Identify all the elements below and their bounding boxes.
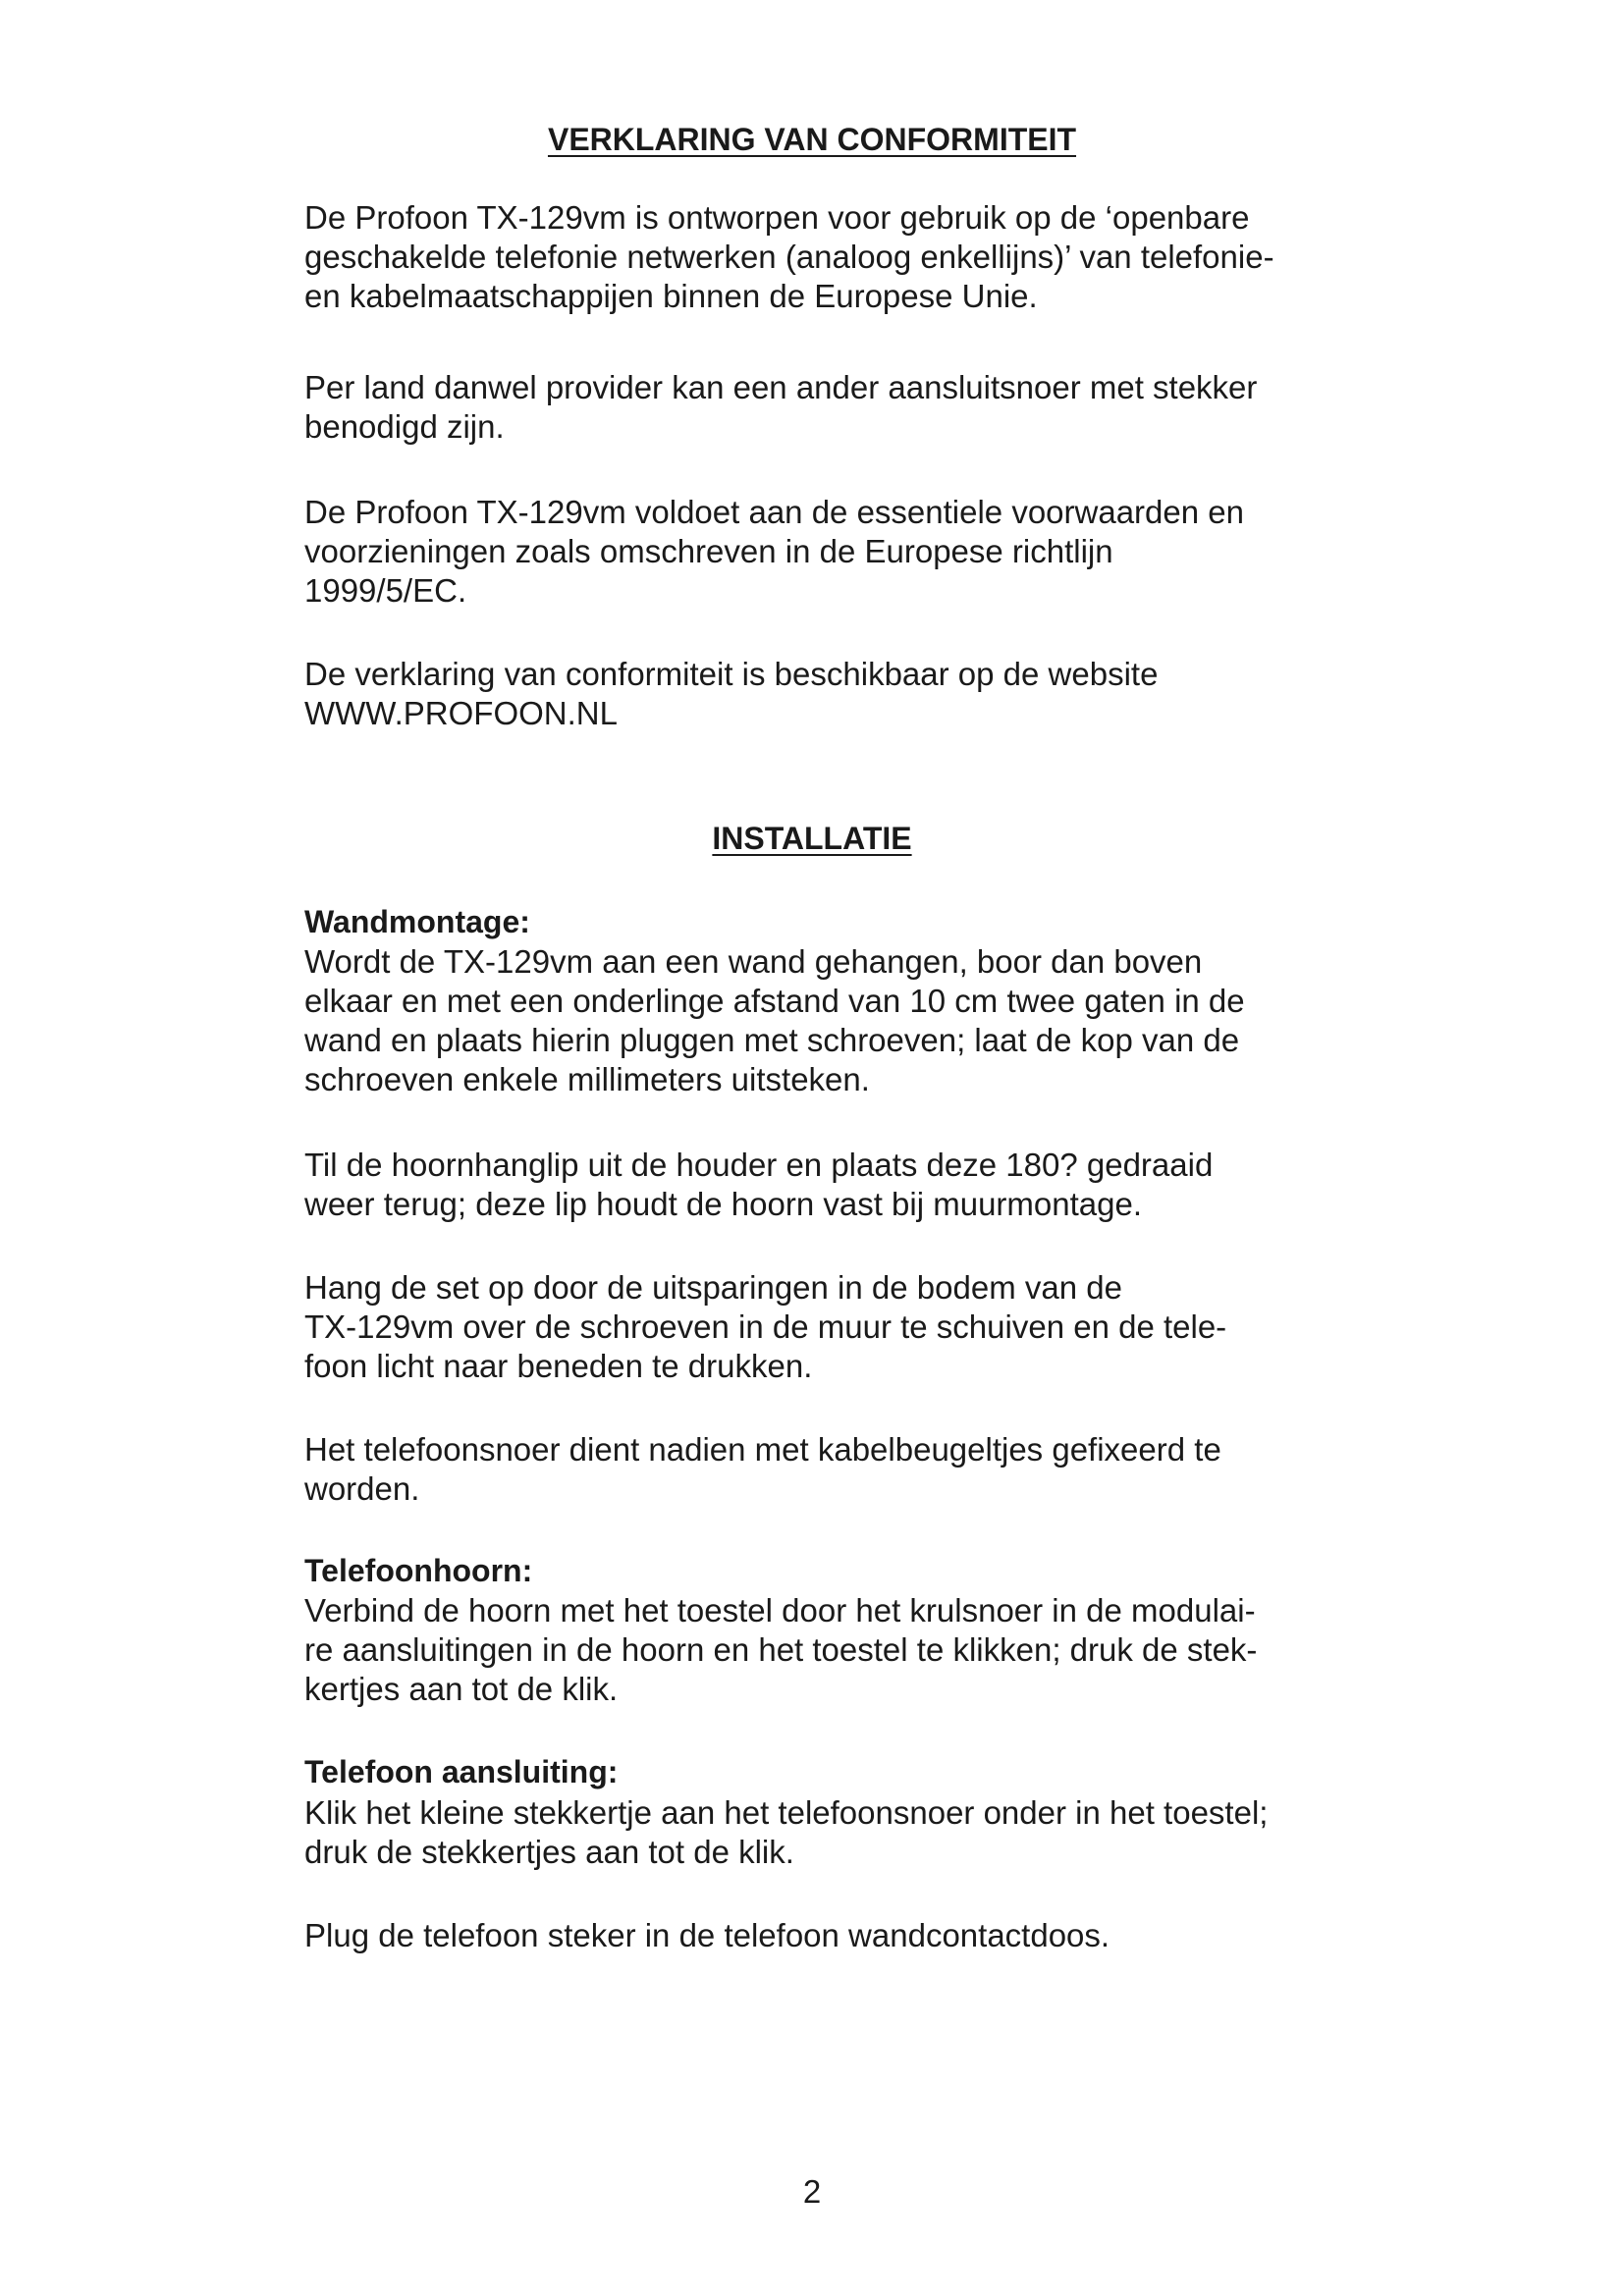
installation-heading: INSTALLATIE: [712, 821, 912, 856]
wall-mount-paragraph-2: Til de hoornhanglip uit de houder en plaats deze 180? gedraaid weer terug; deze lip houdt de hoorn vast bij muurmontage.: [304, 1147, 1214, 1222]
conformity-paragraph-3: De Profoon TX-129vm voldoet aan de essentiele voorwaarden en voorzieningen zoals omschreven in de Europese richtlijn 1999/5/EC.: [304, 494, 1244, 609]
wall-mount-title: Wandmontage:: [304, 904, 530, 939]
conformity-paragraph-1: De Profoon TX-129vm is ontworpen voor gebruik op de ‘openbare geschakelde telefonie netwerken (analoog enkellijns)’ van telefonie- en kabelmaatschappijen binnen de Europese Unie.: [304, 199, 1274, 314]
handset-title: Telefoonhoorn:: [304, 1553, 533, 1588]
handset-paragraph-1: Verbind de hoorn met het toestel door het krulsnoer in de modulai- re aansluitingen in de hoorn en het toestel te klikken; druk de stek- kertjes aan tot de klik.: [304, 1592, 1258, 1707]
conformity-heading: VERKLARING VAN CONFORMITEIT: [547, 122, 1077, 157]
wall-mount-paragraph-1: Wordt de TX-129vm aan een wand gehangen, boor dan boven elkaar en met een onderlinge afstand van 10 cm twee gaten in de wand en plaats hierin pluggen met schroeven; laat de kop van de schroeven enkele millimeters uitsteken.: [304, 943, 1245, 1097]
wall-mount-paragraph-3: Hang de set op door de uitsparingen in de bodem van de TX-129vm over de schroeven in de muur te schuiven en de tele- foon licht naar beneden te drukken.: [304, 1269, 1227, 1384]
wall-mount-paragraph-4: Het telefoonsnoer dient nadien met kabelbeugeltjes gefixeerd te worden.: [304, 1431, 1221, 1507]
conformity-paragraph-2: Per land danwel provider kan een ander aansluitsnoer met stekker benodigd zijn.: [304, 369, 1258, 445]
conformity-paragraph-4: De verklaring van conformiteit is beschikbaar op de website WWW.PROFOON.NL: [304, 656, 1159, 731]
page-number: 2: [802, 2173, 822, 2210]
connection-title: Telefoon aansluiting:: [304, 1754, 619, 1789]
connection-paragraph-2: Plug de telefoon steker in de telefoon wandcontactdoos.: [304, 1917, 1110, 1953]
connection-paragraph-1: Klik het kleine stekkertje aan het telefoonsnoer onder in het toestel; druk de stekkertjes aan tot de klik.: [304, 1794, 1269, 1870]
